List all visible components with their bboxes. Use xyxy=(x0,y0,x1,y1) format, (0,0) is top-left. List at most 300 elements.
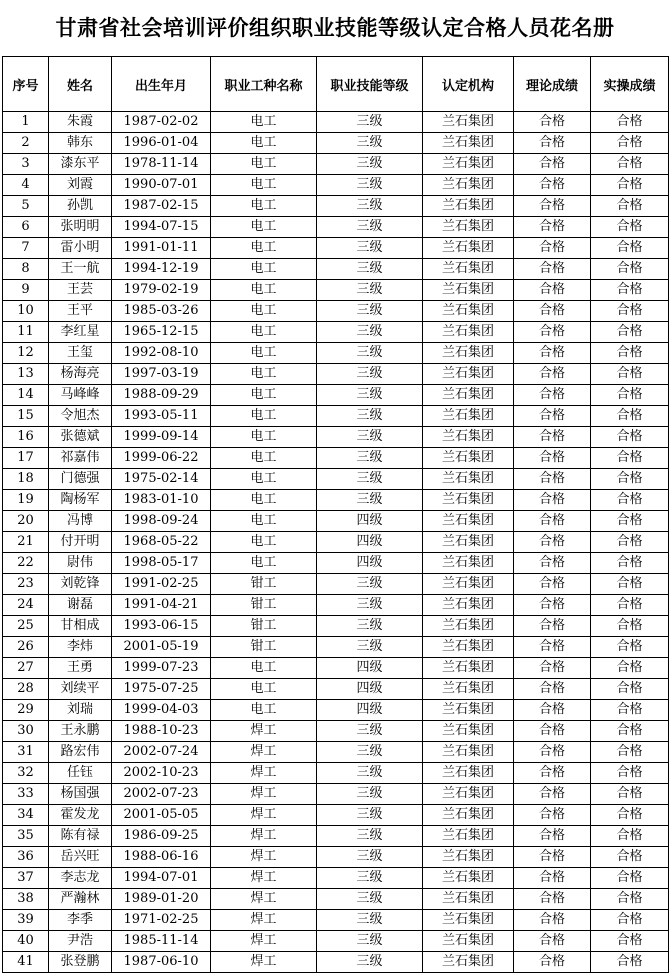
cell-theory-score: 合格 xyxy=(514,175,591,196)
cell-certifying-body: 兰石集团 xyxy=(423,448,514,469)
cell-skill-level: 四级 xyxy=(317,511,423,532)
cell-seq: 35 xyxy=(3,826,49,847)
cell-practical-score: 合格 xyxy=(591,490,669,511)
table-row xyxy=(3,700,669,721)
cell-name: 刘续平 xyxy=(49,679,112,700)
cell-practical-score: 合格 xyxy=(591,385,669,406)
cell-theory-score: 合格 xyxy=(514,742,591,763)
cell-certifying-body: 兰石集团 xyxy=(423,616,514,637)
cell-seq: 7 xyxy=(3,238,49,259)
cell-theory-score: 合格 xyxy=(514,847,591,868)
cell-skill-level: 四级 xyxy=(317,553,423,574)
cell-occupation: 电工 xyxy=(211,469,317,490)
cell-skill-level: 三级 xyxy=(317,784,423,805)
table-row xyxy=(3,364,669,385)
cell-skill-level: 三级 xyxy=(317,301,423,322)
cell-occupation: 电工 xyxy=(211,490,317,511)
cell-birthdate: 1975-07-25 xyxy=(112,679,211,700)
header-occupation: 职业工种名称 xyxy=(211,57,317,112)
cell-skill-level: 三级 xyxy=(317,112,423,133)
cell-skill-level: 三级 xyxy=(317,448,423,469)
table-row xyxy=(3,343,669,364)
cell-name: 马峰峰 xyxy=(49,385,112,406)
cell-seq: 28 xyxy=(3,679,49,700)
cell-occupation: 焊工 xyxy=(211,952,317,973)
cell-birthdate: 1994-12-19 xyxy=(112,259,211,280)
cell-occupation: 电工 xyxy=(211,700,317,721)
cell-theory-score: 合格 xyxy=(514,238,591,259)
cell-skill-level: 四级 xyxy=(317,532,423,553)
cell-birthdate: 1975-02-14 xyxy=(112,469,211,490)
cell-skill-level: 四级 xyxy=(317,658,423,679)
cell-skill-level: 三级 xyxy=(317,889,423,910)
cell-theory-score: 合格 xyxy=(514,511,591,532)
cell-certifying-body: 兰石集团 xyxy=(423,889,514,910)
table-row xyxy=(3,658,669,679)
cell-theory-score: 合格 xyxy=(514,910,591,931)
cell-theory-score: 合格 xyxy=(514,931,591,952)
cell-skill-level: 三级 xyxy=(317,847,423,868)
cell-theory-score: 合格 xyxy=(514,721,591,742)
cell-practical-score: 合格 xyxy=(591,469,669,490)
header-birthdate: 出生年月 xyxy=(112,57,211,112)
cell-skill-level: 三级 xyxy=(317,406,423,427)
cell-theory-score: 合格 xyxy=(514,889,591,910)
cell-name: 岳兴旺 xyxy=(49,847,112,868)
cell-name: 刘乾锋 xyxy=(49,574,112,595)
cell-certifying-body: 兰石集团 xyxy=(423,637,514,658)
cell-skill-level: 三级 xyxy=(317,868,423,889)
cell-seq: 11 xyxy=(3,322,49,343)
cell-certifying-body: 兰石集团 xyxy=(423,574,514,595)
cell-name: 李炜 xyxy=(49,637,112,658)
table-row xyxy=(3,574,669,595)
cell-practical-score: 合格 xyxy=(591,343,669,364)
cell-name: 李红星 xyxy=(49,322,112,343)
cell-practical-score: 合格 xyxy=(591,826,669,847)
cell-skill-level: 三级 xyxy=(317,910,423,931)
cell-theory-score: 合格 xyxy=(514,448,591,469)
cell-practical-score: 合格 xyxy=(591,448,669,469)
cell-theory-score: 合格 xyxy=(514,616,591,637)
cell-occupation: 电工 xyxy=(211,217,317,238)
header-name: 姓名 xyxy=(49,57,112,112)
cell-name: 祁嘉伟 xyxy=(49,448,112,469)
cell-certifying-body: 兰石集团 xyxy=(423,133,514,154)
cell-theory-score: 合格 xyxy=(514,952,591,973)
cell-skill-level: 三级 xyxy=(317,364,423,385)
cell-practical-score: 合格 xyxy=(591,679,669,700)
cell-name: 令旭杰 xyxy=(49,406,112,427)
cell-theory-score: 合格 xyxy=(514,343,591,364)
cell-occupation: 电工 xyxy=(211,679,317,700)
cell-theory-score: 合格 xyxy=(514,259,591,280)
table-row xyxy=(3,511,669,532)
cell-occupation: 电工 xyxy=(211,532,317,553)
cell-skill-level: 三级 xyxy=(317,721,423,742)
cell-occupation: 焊工 xyxy=(211,721,317,742)
cell-theory-score: 合格 xyxy=(514,280,591,301)
cell-skill-level: 三级 xyxy=(317,259,423,280)
cell-skill-level: 三级 xyxy=(317,280,423,301)
cell-certifying-body: 兰石集团 xyxy=(423,280,514,301)
cell-occupation: 焊工 xyxy=(211,931,317,952)
cell-name: 张明明 xyxy=(49,217,112,238)
cell-birthdate: 2002-07-23 xyxy=(112,784,211,805)
cell-theory-score: 合格 xyxy=(514,553,591,574)
cell-practical-score: 合格 xyxy=(591,784,669,805)
table-row xyxy=(3,427,669,448)
table-row xyxy=(3,469,669,490)
cell-name: 王一航 xyxy=(49,259,112,280)
table-row xyxy=(3,238,669,259)
cell-theory-score: 合格 xyxy=(514,217,591,238)
cell-theory-score: 合格 xyxy=(514,826,591,847)
table-row xyxy=(3,196,669,217)
cell-seq: 25 xyxy=(3,616,49,637)
cell-practical-score: 合格 xyxy=(591,238,669,259)
cell-seq: 38 xyxy=(3,889,49,910)
cell-theory-score: 合格 xyxy=(514,196,591,217)
table-row xyxy=(3,532,669,553)
cell-seq: 13 xyxy=(3,364,49,385)
cell-practical-score: 合格 xyxy=(591,427,669,448)
cell-occupation: 电工 xyxy=(211,259,317,280)
cell-skill-level: 三级 xyxy=(317,490,423,511)
header-practical-score: 实操成绩 xyxy=(591,57,669,112)
cell-certifying-body: 兰石集团 xyxy=(423,490,514,511)
document-title: 甘肃省社会培训评价组织职业技能等级认定合格人员花名册 xyxy=(55,16,615,40)
header-skill-level: 职业技能等级 xyxy=(317,57,423,112)
cell-seq: 36 xyxy=(3,847,49,868)
cell-name: 王芸 xyxy=(49,280,112,301)
cell-skill-level: 三级 xyxy=(317,826,423,847)
cell-certifying-body: 兰石集团 xyxy=(423,154,514,175)
cell-practical-score: 合格 xyxy=(591,616,669,637)
cell-occupation: 电工 xyxy=(211,385,317,406)
cell-birthdate: 1998-09-24 xyxy=(112,511,211,532)
cell-practical-score: 合格 xyxy=(591,868,669,889)
cell-certifying-body: 兰石集团 xyxy=(423,343,514,364)
cell-birthdate: 1988-06-16 xyxy=(112,847,211,868)
cell-seq: 16 xyxy=(3,427,49,448)
cell-seq: 27 xyxy=(3,658,49,679)
cell-birthdate: 1994-07-01 xyxy=(112,868,211,889)
cell-practical-score: 合格 xyxy=(591,532,669,553)
cell-birthdate: 2002-10-23 xyxy=(112,763,211,784)
cell-occupation: 电工 xyxy=(211,133,317,154)
cell-certifying-body: 兰石集团 xyxy=(423,385,514,406)
cell-name: 陶杨军 xyxy=(49,490,112,511)
cell-skill-level: 三级 xyxy=(317,805,423,826)
cell-occupation: 焊工 xyxy=(211,805,317,826)
cell-seq: 26 xyxy=(3,637,49,658)
table-row xyxy=(3,742,669,763)
cell-skill-level: 三级 xyxy=(317,469,423,490)
cell-name: 路宏伟 xyxy=(49,742,112,763)
cell-seq: 4 xyxy=(3,175,49,196)
cell-skill-level: 三级 xyxy=(317,175,423,196)
cell-name: 冯博 xyxy=(49,511,112,532)
cell-practical-score: 合格 xyxy=(591,217,669,238)
table-row xyxy=(3,952,669,973)
cell-theory-score: 合格 xyxy=(514,385,591,406)
cell-theory-score: 合格 xyxy=(514,112,591,133)
cell-theory-score: 合格 xyxy=(514,679,591,700)
cell-birthdate: 1997-03-19 xyxy=(112,364,211,385)
cell-practical-score: 合格 xyxy=(591,637,669,658)
table-row xyxy=(3,868,669,889)
cell-name: 张德斌 xyxy=(49,427,112,448)
cell-theory-score: 合格 xyxy=(514,574,591,595)
cell-theory-score: 合格 xyxy=(514,301,591,322)
table-row xyxy=(3,406,669,427)
cell-practical-score: 合格 xyxy=(591,322,669,343)
cell-theory-score: 合格 xyxy=(514,490,591,511)
cell-seq: 3 xyxy=(3,154,49,175)
cell-theory-score: 合格 xyxy=(514,658,591,679)
cell-certifying-body: 兰石集团 xyxy=(423,364,514,385)
table-row xyxy=(3,763,669,784)
cell-theory-score: 合格 xyxy=(514,637,591,658)
header-theory-score: 理论成绩 xyxy=(514,57,591,112)
header-certifying-body: 认定机构 xyxy=(423,57,514,112)
cell-name: 李季 xyxy=(49,910,112,931)
table-row xyxy=(3,448,669,469)
cell-occupation: 电工 xyxy=(211,406,317,427)
cell-birthdate: 1989-01-20 xyxy=(112,889,211,910)
cell-certifying-body: 兰石集团 xyxy=(423,301,514,322)
cell-skill-level: 三级 xyxy=(317,637,423,658)
cell-certifying-body: 兰石集团 xyxy=(423,532,514,553)
cell-certifying-body: 兰石集团 xyxy=(423,259,514,280)
cell-certifying-body: 兰石集团 xyxy=(423,238,514,259)
cell-name: 王勇 xyxy=(49,658,112,679)
cell-name: 王玺 xyxy=(49,343,112,364)
cell-practical-score: 合格 xyxy=(591,301,669,322)
cell-occupation: 电工 xyxy=(211,553,317,574)
cell-birthdate: 1968-05-22 xyxy=(112,532,211,553)
cell-certifying-body: 兰石集团 xyxy=(423,469,514,490)
cell-practical-score: 合格 xyxy=(591,154,669,175)
table-row xyxy=(3,175,669,196)
cell-practical-score: 合格 xyxy=(591,133,669,154)
table-row xyxy=(3,910,669,931)
cell-seq: 2 xyxy=(3,133,49,154)
cell-certifying-body: 兰石集团 xyxy=(423,511,514,532)
cell-skill-level: 三级 xyxy=(317,133,423,154)
cell-practical-score: 合格 xyxy=(591,406,669,427)
cell-seq: 6 xyxy=(3,217,49,238)
table-row xyxy=(3,259,669,280)
table-row xyxy=(3,322,669,343)
cell-birthdate: 1990-07-01 xyxy=(112,175,211,196)
cell-occupation: 钳工 xyxy=(211,574,317,595)
cell-birthdate: 1992-08-10 xyxy=(112,343,211,364)
table-row xyxy=(3,784,669,805)
table-row xyxy=(3,616,669,637)
header-row xyxy=(3,57,669,112)
cell-certifying-body: 兰石集团 xyxy=(423,931,514,952)
cell-name: 王永鹏 xyxy=(49,721,112,742)
cell-birthdate: 1993-06-15 xyxy=(112,616,211,637)
cell-practical-score: 合格 xyxy=(591,700,669,721)
cell-certifying-body: 兰石集团 xyxy=(423,322,514,343)
cell-birthdate: 1996-01-04 xyxy=(112,133,211,154)
cell-practical-score: 合格 xyxy=(591,847,669,868)
cell-birthdate: 1988-10-23 xyxy=(112,721,211,742)
cell-certifying-body: 兰石集团 xyxy=(423,784,514,805)
cell-name: 尹浩 xyxy=(49,931,112,952)
cell-birthdate: 1965-12-15 xyxy=(112,322,211,343)
cell-skill-level: 三级 xyxy=(317,763,423,784)
cell-birthdate: 1986-09-25 xyxy=(112,826,211,847)
cell-seq: 14 xyxy=(3,385,49,406)
cell-theory-score: 合格 xyxy=(514,154,591,175)
table-row xyxy=(3,595,669,616)
table-row xyxy=(3,133,669,154)
cell-occupation: 电工 xyxy=(211,175,317,196)
cell-practical-score: 合格 xyxy=(591,511,669,532)
cell-occupation: 电工 xyxy=(211,154,317,175)
cell-certifying-body: 兰石集团 xyxy=(423,952,514,973)
cell-seq: 15 xyxy=(3,406,49,427)
cell-name: 甘相成 xyxy=(49,616,112,637)
cell-name: 张登鹏 xyxy=(49,952,112,973)
cell-practical-score: 合格 xyxy=(591,721,669,742)
cell-birthdate: 2002-07-24 xyxy=(112,742,211,763)
cell-seq: 10 xyxy=(3,301,49,322)
table-row xyxy=(3,931,669,952)
cell-theory-score: 合格 xyxy=(514,469,591,490)
cell-skill-level: 三级 xyxy=(317,952,423,973)
cell-birthdate: 1987-06-10 xyxy=(112,952,211,973)
cell-practical-score: 合格 xyxy=(591,259,669,280)
cell-occupation: 焊工 xyxy=(211,742,317,763)
cell-skill-level: 三级 xyxy=(317,574,423,595)
cell-certifying-body: 兰石集团 xyxy=(423,679,514,700)
cell-theory-score: 合格 xyxy=(514,763,591,784)
cell-birthdate: 1978-11-14 xyxy=(112,154,211,175)
cell-seq: 20 xyxy=(3,511,49,532)
cell-name: 朱霞 xyxy=(49,112,112,133)
cell-seq: 37 xyxy=(3,868,49,889)
cell-occupation: 钳工 xyxy=(211,637,317,658)
cell-name: 付开明 xyxy=(49,532,112,553)
table-row xyxy=(3,490,669,511)
cell-theory-score: 合格 xyxy=(514,406,591,427)
table-row xyxy=(3,805,669,826)
cell-occupation: 电工 xyxy=(211,322,317,343)
cell-birthdate: 2001-05-19 xyxy=(112,637,211,658)
cell-theory-score: 合格 xyxy=(514,322,591,343)
cell-seq: 8 xyxy=(3,259,49,280)
cell-birthdate: 1999-07-23 xyxy=(112,658,211,679)
cell-seq: 23 xyxy=(3,574,49,595)
cell-occupation: 焊工 xyxy=(211,868,317,889)
cell-practical-score: 合格 xyxy=(591,553,669,574)
cell-practical-score: 合格 xyxy=(591,931,669,952)
cell-practical-score: 合格 xyxy=(591,658,669,679)
table-row xyxy=(3,112,669,133)
cell-certifying-body: 兰石集团 xyxy=(423,868,514,889)
cell-seq: 30 xyxy=(3,721,49,742)
table-row xyxy=(3,826,669,847)
cell-seq: 31 xyxy=(3,742,49,763)
cell-skill-level: 三级 xyxy=(317,196,423,217)
cell-certifying-body: 兰石集团 xyxy=(423,742,514,763)
cell-name: 王平 xyxy=(49,301,112,322)
cell-skill-level: 三级 xyxy=(317,238,423,259)
cell-seq: 21 xyxy=(3,532,49,553)
cell-practical-score: 合格 xyxy=(591,805,669,826)
cell-skill-level: 三级 xyxy=(317,595,423,616)
cell-birthdate: 1988-09-29 xyxy=(112,385,211,406)
cell-certifying-body: 兰石集团 xyxy=(423,805,514,826)
cell-occupation: 焊工 xyxy=(211,847,317,868)
cell-occupation: 电工 xyxy=(211,343,317,364)
cell-occupation: 电工 xyxy=(211,364,317,385)
cell-occupation: 电工 xyxy=(211,112,317,133)
cell-birthdate: 2001-05-05 xyxy=(112,805,211,826)
cell-birthdate: 1998-05-17 xyxy=(112,553,211,574)
cell-seq: 17 xyxy=(3,448,49,469)
cell-birthdate: 1971-02-25 xyxy=(112,910,211,931)
cell-seq: 5 xyxy=(3,196,49,217)
cell-skill-level: 四级 xyxy=(317,679,423,700)
table-row xyxy=(3,301,669,322)
cell-seq: 1 xyxy=(3,112,49,133)
cell-skill-level: 三级 xyxy=(317,931,423,952)
cell-skill-level: 三级 xyxy=(317,742,423,763)
cell-skill-level: 四级 xyxy=(317,700,423,721)
cell-theory-score: 合格 xyxy=(514,427,591,448)
cell-name: 尉伟 xyxy=(49,553,112,574)
cell-occupation: 焊工 xyxy=(211,889,317,910)
table-row xyxy=(3,721,669,742)
cell-birthdate: 1985-11-14 xyxy=(112,931,211,952)
cell-occupation: 电工 xyxy=(211,196,317,217)
cell-birthdate: 1999-09-14 xyxy=(112,427,211,448)
cell-practical-score: 合格 xyxy=(591,364,669,385)
cell-certifying-body: 兰石集团 xyxy=(423,763,514,784)
cell-skill-level: 三级 xyxy=(317,154,423,175)
cell-seq: 33 xyxy=(3,784,49,805)
cell-practical-score: 合格 xyxy=(591,910,669,931)
table-row xyxy=(3,154,669,175)
cell-occupation: 焊工 xyxy=(211,826,317,847)
cell-occupation: 钳工 xyxy=(211,595,317,616)
cell-practical-score: 合格 xyxy=(591,742,669,763)
cell-name: 漆东平 xyxy=(49,154,112,175)
cell-birthdate: 1987-02-02 xyxy=(112,112,211,133)
cell-certifying-body: 兰石集团 xyxy=(423,595,514,616)
cell-seq: 32 xyxy=(3,763,49,784)
cell-name: 任钰 xyxy=(49,763,112,784)
cell-occupation: 电工 xyxy=(211,658,317,679)
cell-seq: 24 xyxy=(3,595,49,616)
cell-seq: 29 xyxy=(3,700,49,721)
cell-certifying-body: 兰石集团 xyxy=(423,721,514,742)
cell-practical-score: 合格 xyxy=(591,763,669,784)
cell-practical-score: 合格 xyxy=(591,112,669,133)
cell-theory-score: 合格 xyxy=(514,364,591,385)
cell-theory-score: 合格 xyxy=(514,595,591,616)
cell-certifying-body: 兰石集团 xyxy=(423,406,514,427)
cell-seq: 22 xyxy=(3,553,49,574)
roster-body xyxy=(3,112,669,973)
cell-occupation: 电工 xyxy=(211,238,317,259)
